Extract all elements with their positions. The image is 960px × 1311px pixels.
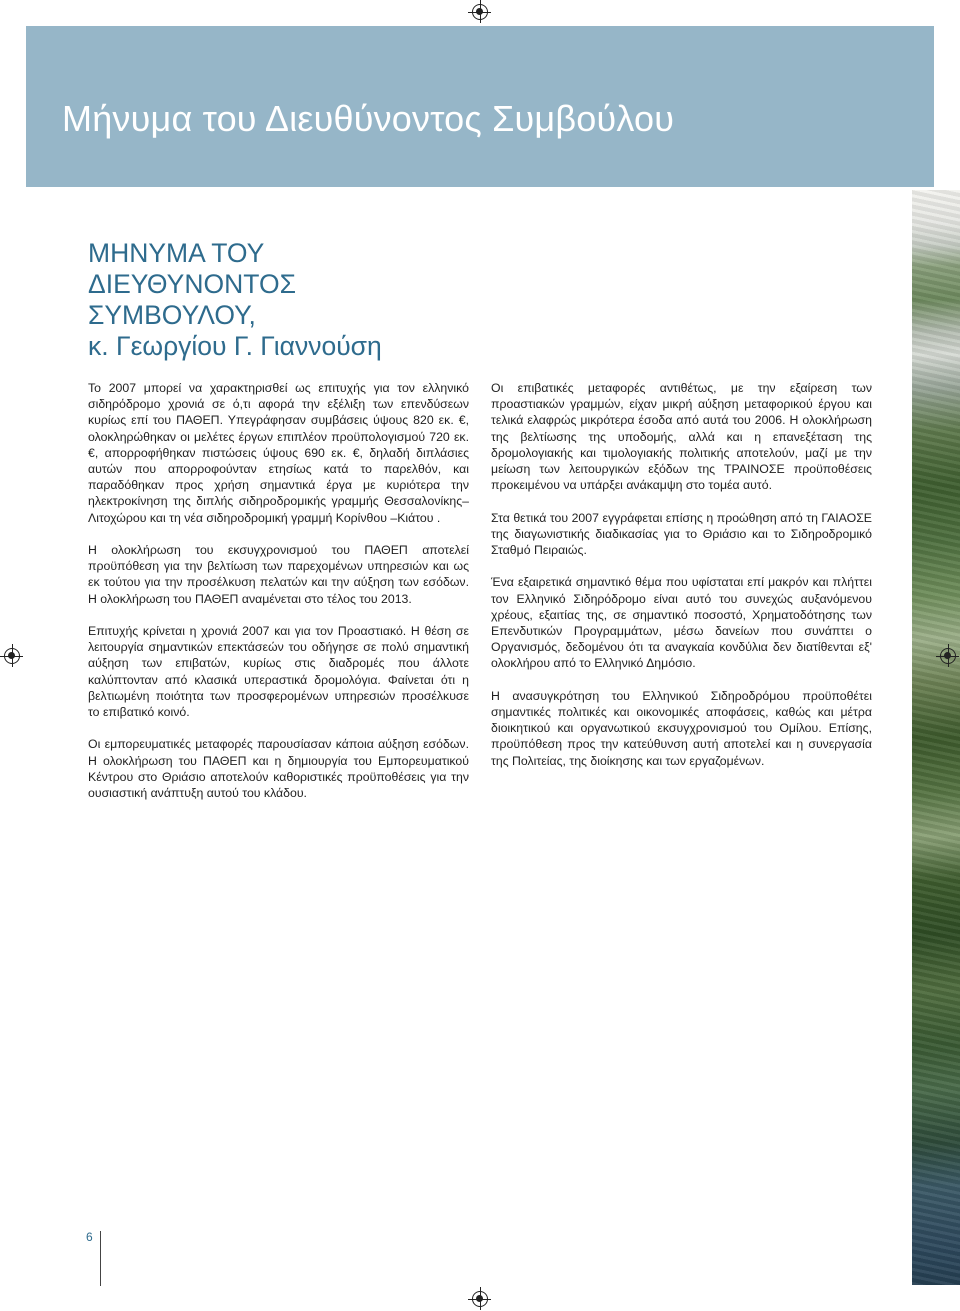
registration-mark-bottom-icon xyxy=(472,1291,488,1307)
paragraph: Ένα εξαιρετικά σημαντικό θέμα που υφίσταται επί μακρόν και πλήττει τον Ελληνικό Σιδηρόδρομο είναι αυτό του συνεχώς αυξανόμενου χρέους, εξαιτίας της, σε σημαντικό ποσοστό, Χρηματοδότησης των Επενδυτικών Προγραμμάτων, μέσω δανείων που συνάπτει ο Οργανισμός, δεδομένου ότι τα αναγκαία κονδύλια δεν διατίθενται εξ' ολοκλήρου από το Ελληνικό Δημόσιο. xyxy=(491,575,872,671)
section-title-line: ΔΙΕΥΘΥΝΟΝΤΟΣ xyxy=(88,269,296,299)
left-column xyxy=(88,380,469,817)
page-header-title: Μήνυμα του Διευθύνοντος Συμβούλου xyxy=(62,98,675,139)
paragraph: Οι επιβατικές μεταφορές αντιθέτως, με την εξαίρεση των προαστιακών γραμμών, είχαν μικρή αύξηση μεταφορικού έργου και τελικά ελαφρώς μικρότερα έσοδα από αυτά του 2006. Η ολοκλήρωση της βελτίωσης της υποδομής, αλλά και η επανεξέταση της δρομολογιακής και τιμολογιακής πολιτικής αποτελούν, μαζί με την μείωση των λειτουργικών εξόδων της ΤΡΑΙΝΟΣΕ προϋποθέσεις προκειμένου να υπάρξει ανάκαμψη στο τομέα αυτό. xyxy=(491,381,872,493)
page-number: 6 xyxy=(86,1230,93,1244)
paragraph: Η ανασυγκρότηση του Ελληνικού Σιδηροδρόμου προϋποθέτει σημαντικές πολιτικές και οικονομικές αποφάσεις, καθώς και μέτρα διοικητικού και οργανωτικού εκσυγχρονισμού του Ομίλου. Επίσης, προϋπόθεση προς την κατεύθυνση αυτή αποτελεί και η συνεργασία της Πολιτείας, της διοίκησης και των εργαζομένων. xyxy=(491,688,872,768)
registration-mark-right-icon xyxy=(940,648,956,664)
side-photo-strip xyxy=(912,190,960,1285)
paragraph: Επιτυχής κρίνεται η χρονιά 2007 και για τον Προαστιακό. Η θέση σε λειτουργία σημαντικών επεκτάσεών του οδήγησε σε πολύ σημαντική αύξηση των επιβατών, κυρίως στις διαδρομές που άλλοτε καλύπτονταν από κλασικά υπεραστικά δρομολόγια. Φαίνεται ότι η βελτιωμένη ποιότητα των προσφερομένων υπηρεσιών προσέλκυσε το επιβατικό κοινό. xyxy=(88,624,469,720)
registration-mark-top-icon xyxy=(472,4,488,20)
section-title xyxy=(88,238,382,362)
right-column xyxy=(491,380,872,785)
paragraph: Στα θετικά του 2007 εγγράφεται επίσης η προώθηση από τη ΓΑΙΑΟΣΕ της διαγωνιστικής διαδικασίας για το Θριάσιο και το Σιδηροδρομικό Σταθμό Πειραιώς. xyxy=(491,510,872,558)
section-title-line: ΜΗΝΥΜΑ ΤΟΥ xyxy=(88,238,265,268)
registration-mark-left-icon xyxy=(4,648,20,664)
section-title-line: κ. Γεωργίου Γ. Γιαννούση xyxy=(88,331,382,361)
paragraph: Η ολοκλήρωση του εκσυγχρονισμού του ΠΑΘΕΠ αποτελεί προϋπόθεση για την βελτίωση των παρεχομένων υπηρεσιών και ως εκ τούτου για την προσέλκυση πελατών και την αύξηση των εσόδων. Η ολοκλήρωση του ΠΑΘΕΠ αναμένεται στο τέλος του 2013. xyxy=(88,543,469,606)
page-number-rule xyxy=(100,1231,101,1286)
paragraph: Το 2007 μπορεί να χαρακτηρισθεί ως επιτυχής για τον ελληνικό σιδηρόδρομο χρονιά σε ό,τι αφορά την εξέλιξη των επενδύσεων κυρίως επί του ΠΑΘΕΠ. Υπεγράφησαν συμβάσεις ύψους 820 εκ. €, ολοκληρώθηκαν οι μελέτες έργων επιπλέον προϋπολογισμού 720 εκ. €, απορροφήθηκαν πιστώσεις ύψους 690 εκ. €, δηλαδή διπλάσιες αυτών που απορροφούνταν ετησίως κατά το παρελθόν, και παραδόθηκαν προς χρήση σημαντικά έργα με κυριότερα την ηλεκτροκίνηση της διπλής σιδηροδρομικής γραμμής Θεσσαλονίκης–Λιτοχώρου και τη νέα σιδηροδρομική γραμμή Κορίνθου –Κιάτου . xyxy=(88,381,469,525)
paragraph: Οι εμπορευματικές μεταφορές παρουσίασαν κάποια αύξηση εσόδων. Η ολοκλήρωση του ΠΑΘΕΠ και η δημιουργία του Εμπορευματικού Κέντρου στο Θριάσιο αποτελούν καθοριστικές προϋποθέσεις για την ουσιαστική ανάπτυξη αυτού του κλάδου. xyxy=(88,737,469,801)
section-title-line: ΣΥΜΒΟΥΛΟΥ, xyxy=(88,300,256,330)
